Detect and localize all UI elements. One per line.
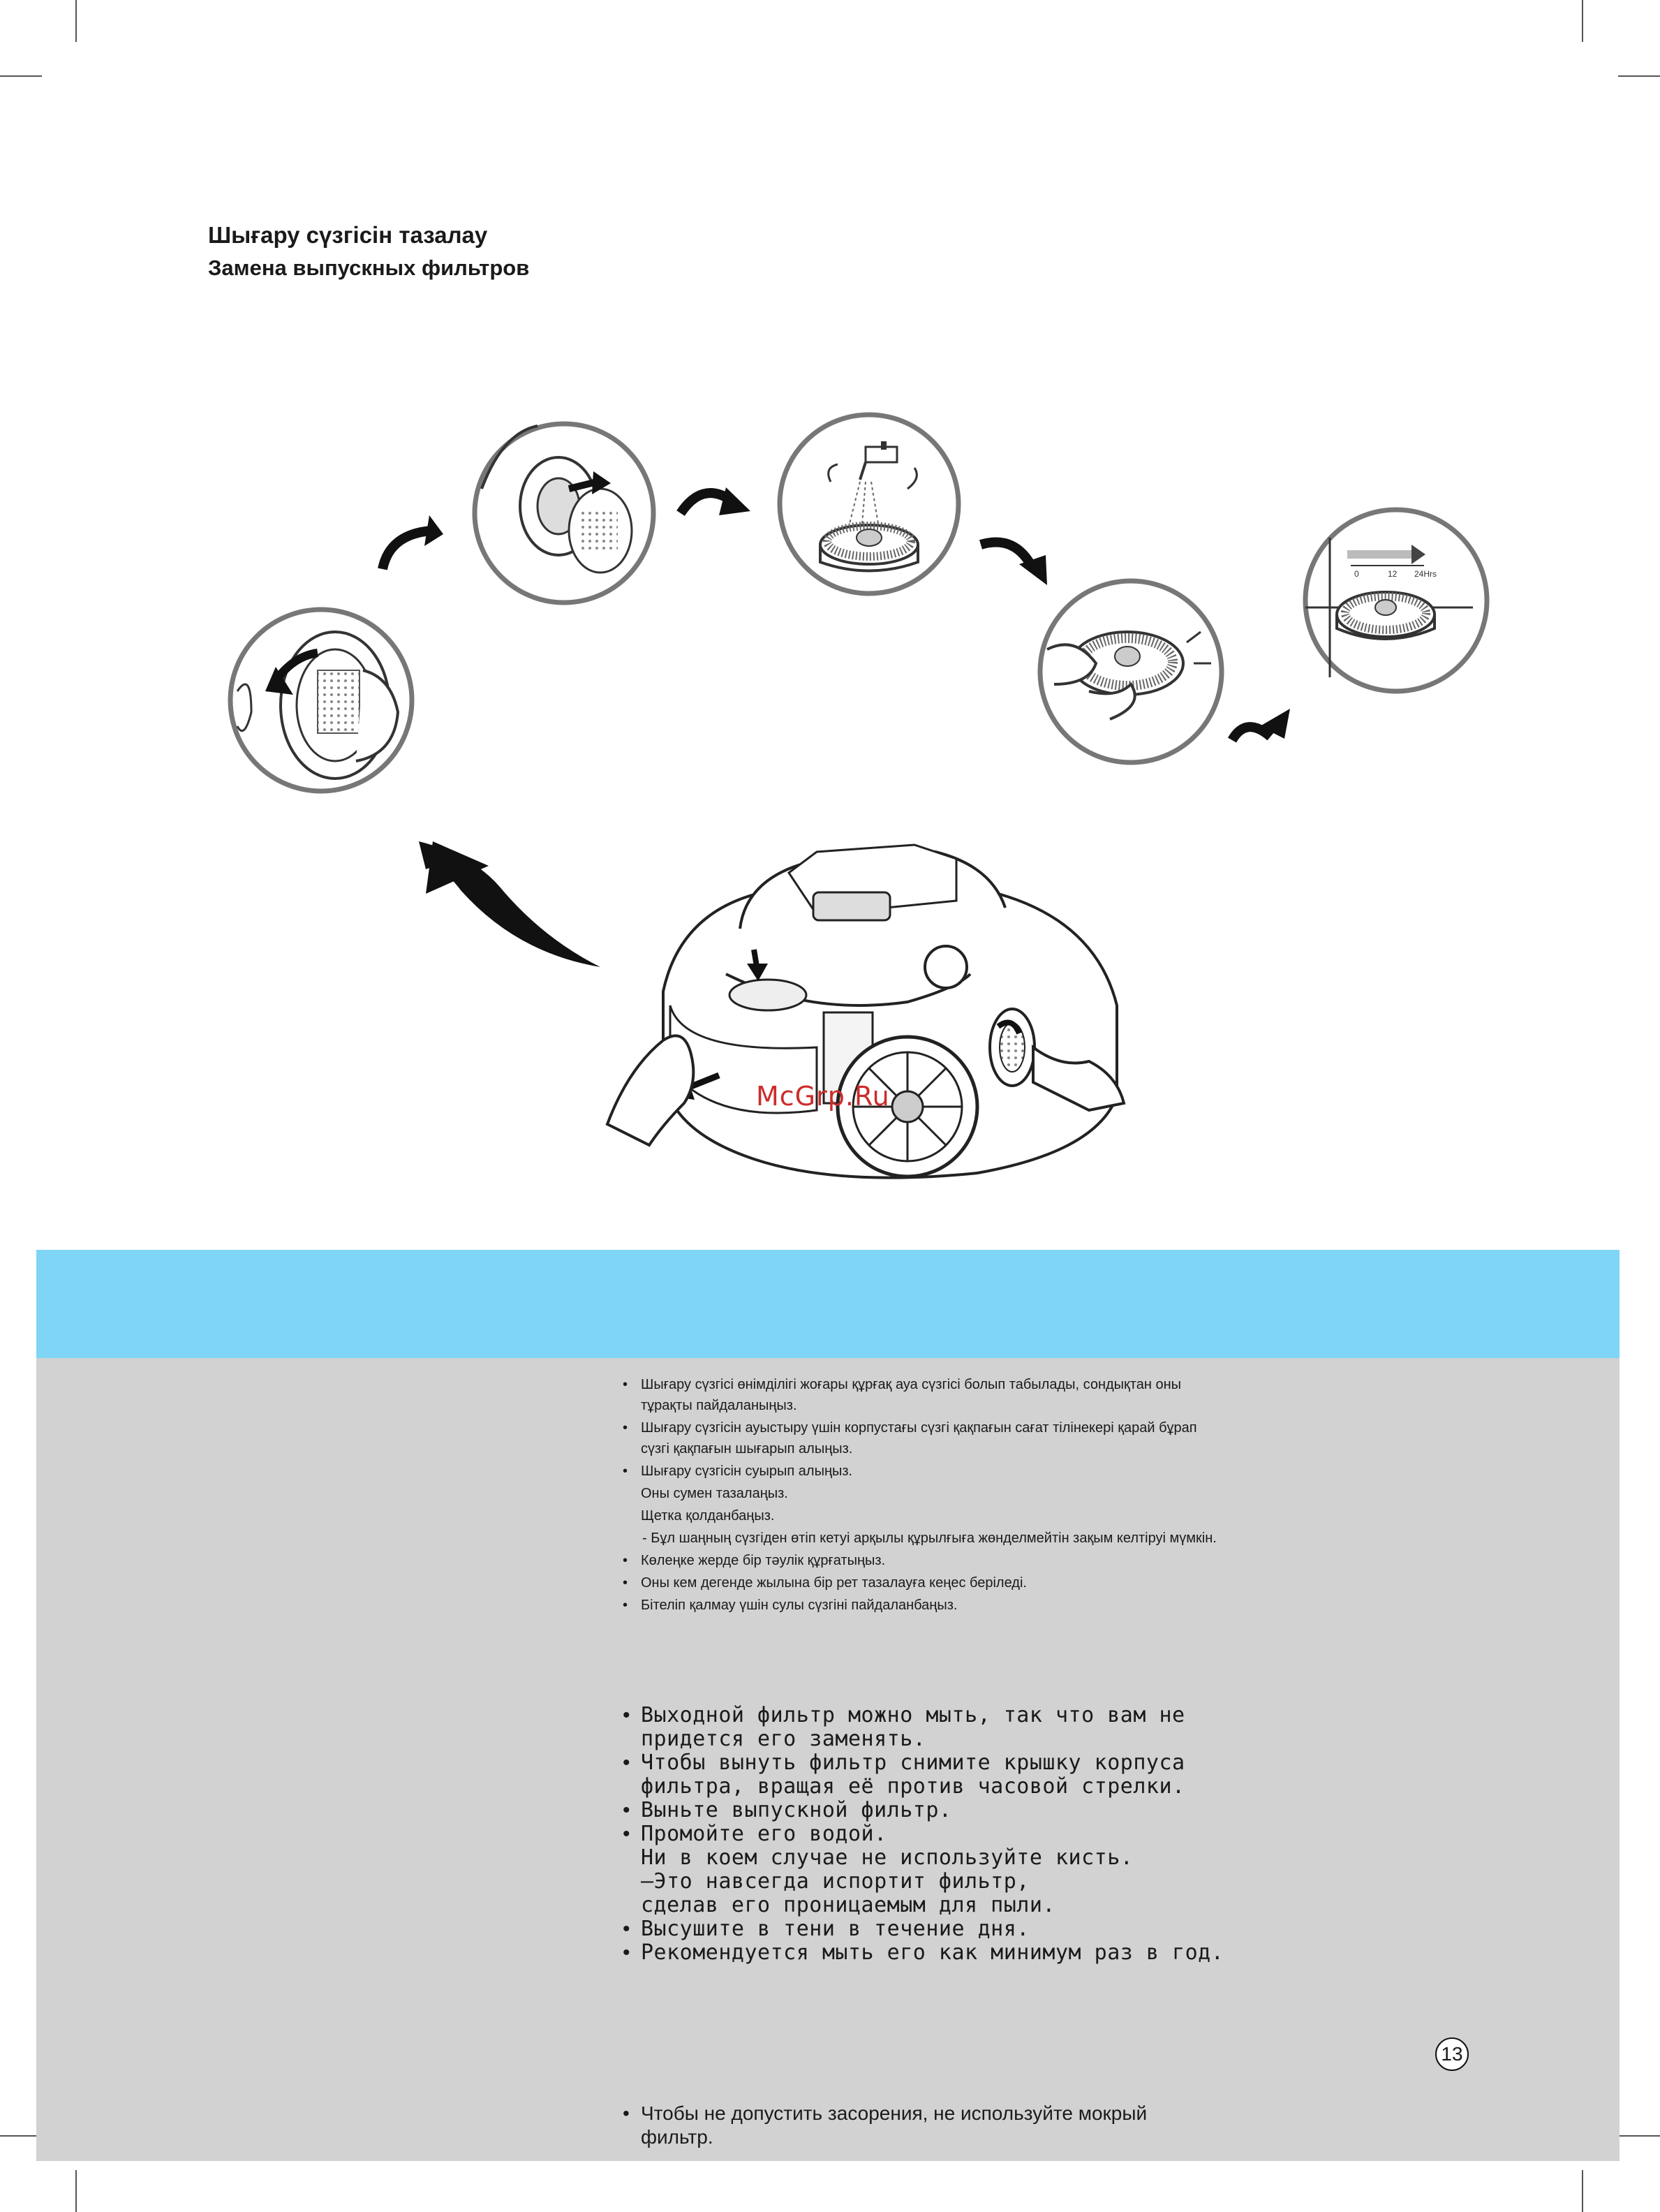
step-remove-cover-icon: [230, 610, 412, 791]
page-title-russian: Замена выпускных фильтров: [208, 256, 530, 280]
timer-label: 12: [1388, 569, 1398, 579]
list-item: –Это навсегда испортит фильтр,: [641, 1869, 1030, 1894]
crop-mark: [75, 2170, 77, 2212]
list-item: • Чтобы вынуть фильтр снимите крышку корпуса фильтра, вращая её против часовой стрелки.: [620, 1751, 1248, 1799]
list-item: • Рекомендуется мыть его как минимум раз в год.: [620, 1941, 1248, 1965]
crop-mark: [1618, 2135, 1660, 2137]
step-pull-filter-icon: [475, 424, 653, 603]
list-item: сделав его проницаемым для пыли.: [641, 1893, 1055, 1917]
list-item: Оны сумен тазалаңыз.: [641, 1486, 788, 1501]
list-item: • Шығару сүзгісі өнімділігі жоғары құрғақ ауа сүзгісі болып табылады, сондықтан оны тұрақты пайдаланыңыз.: [620, 1374, 1220, 1416]
step-dry-24h-icon: [1305, 510, 1487, 691]
list-item: • Промойте его водой.: [620, 1822, 1248, 1846]
russian-instructions: [620, 1704, 1248, 1965]
arrow-icon: [383, 531, 431, 569]
timer-label: 0: [1354, 569, 1359, 579]
step-wash-filter-icon: [780, 415, 958, 593]
list-item: Щетка қолданбаңыз.: [641, 1508, 775, 1524]
list-item: - Бұл шаңның сүзгіден өтіп кетуі арқылы құрылғыға жөнделмейтін зақым келтіруі мүмкін.: [642, 1531, 1217, 1546]
watermark: McGrp.Ru: [756, 1081, 890, 1112]
section-band: [36, 1250, 1620, 1358]
list-item: • Шығару сүзгісін ауыстыру үшін корпустағы сүзгі қақпағын сағат тілінекері қарай бұрап сүзгі қақпағын шығарып алыңыз.: [620, 1417, 1220, 1459]
list-item: • Көлеңке жерде бір тәулік құрғатыңыз.: [620, 1550, 1220, 1571]
crop-mark: [1582, 2170, 1583, 2212]
list-item: • Шығару сүзгісін суырып алыңыз.: [620, 1461, 1220, 1482]
arrow-head-icon: [424, 515, 443, 546]
page-number: 13: [1435, 2037, 1469, 2071]
list-item: • Выньте выпускной фильтр.: [620, 1799, 1248, 1822]
kazakh-instructions: [620, 1374, 1220, 1617]
timer-label: 24Hrs: [1414, 569, 1437, 579]
final-note: • Чтобы не допустить засорения, не используйте мокрый фильтр.: [620, 2102, 1171, 2149]
vacuum-cleaner-illustration: [607, 845, 1124, 1178]
crop-mark: [0, 2135, 42, 2137]
list-item: • Выходной фильтр можно мыть, так что вам не придется его заменять.: [620, 1704, 1248, 1751]
page-title-kazakh: Шығару сүзгісін тазалау: [208, 222, 488, 248]
list-item: • Высушите в тени в течение дня.: [620, 1917, 1248, 1941]
list-item: Ни в коем случае не используйте кисть.: [641, 1845, 1134, 1870]
list-item: • Бітеліп қалмау үшін сулы сүзгіні пайдаланбаңыз.: [620, 1595, 1220, 1616]
list-item: • Оны кем дегенде жылына бір рет тазалауға кеңес беріледі.: [620, 1572, 1220, 1593]
step-dry-filter-icon: [1040, 581, 1222, 762]
arrow-icon: [1232, 727, 1270, 740]
